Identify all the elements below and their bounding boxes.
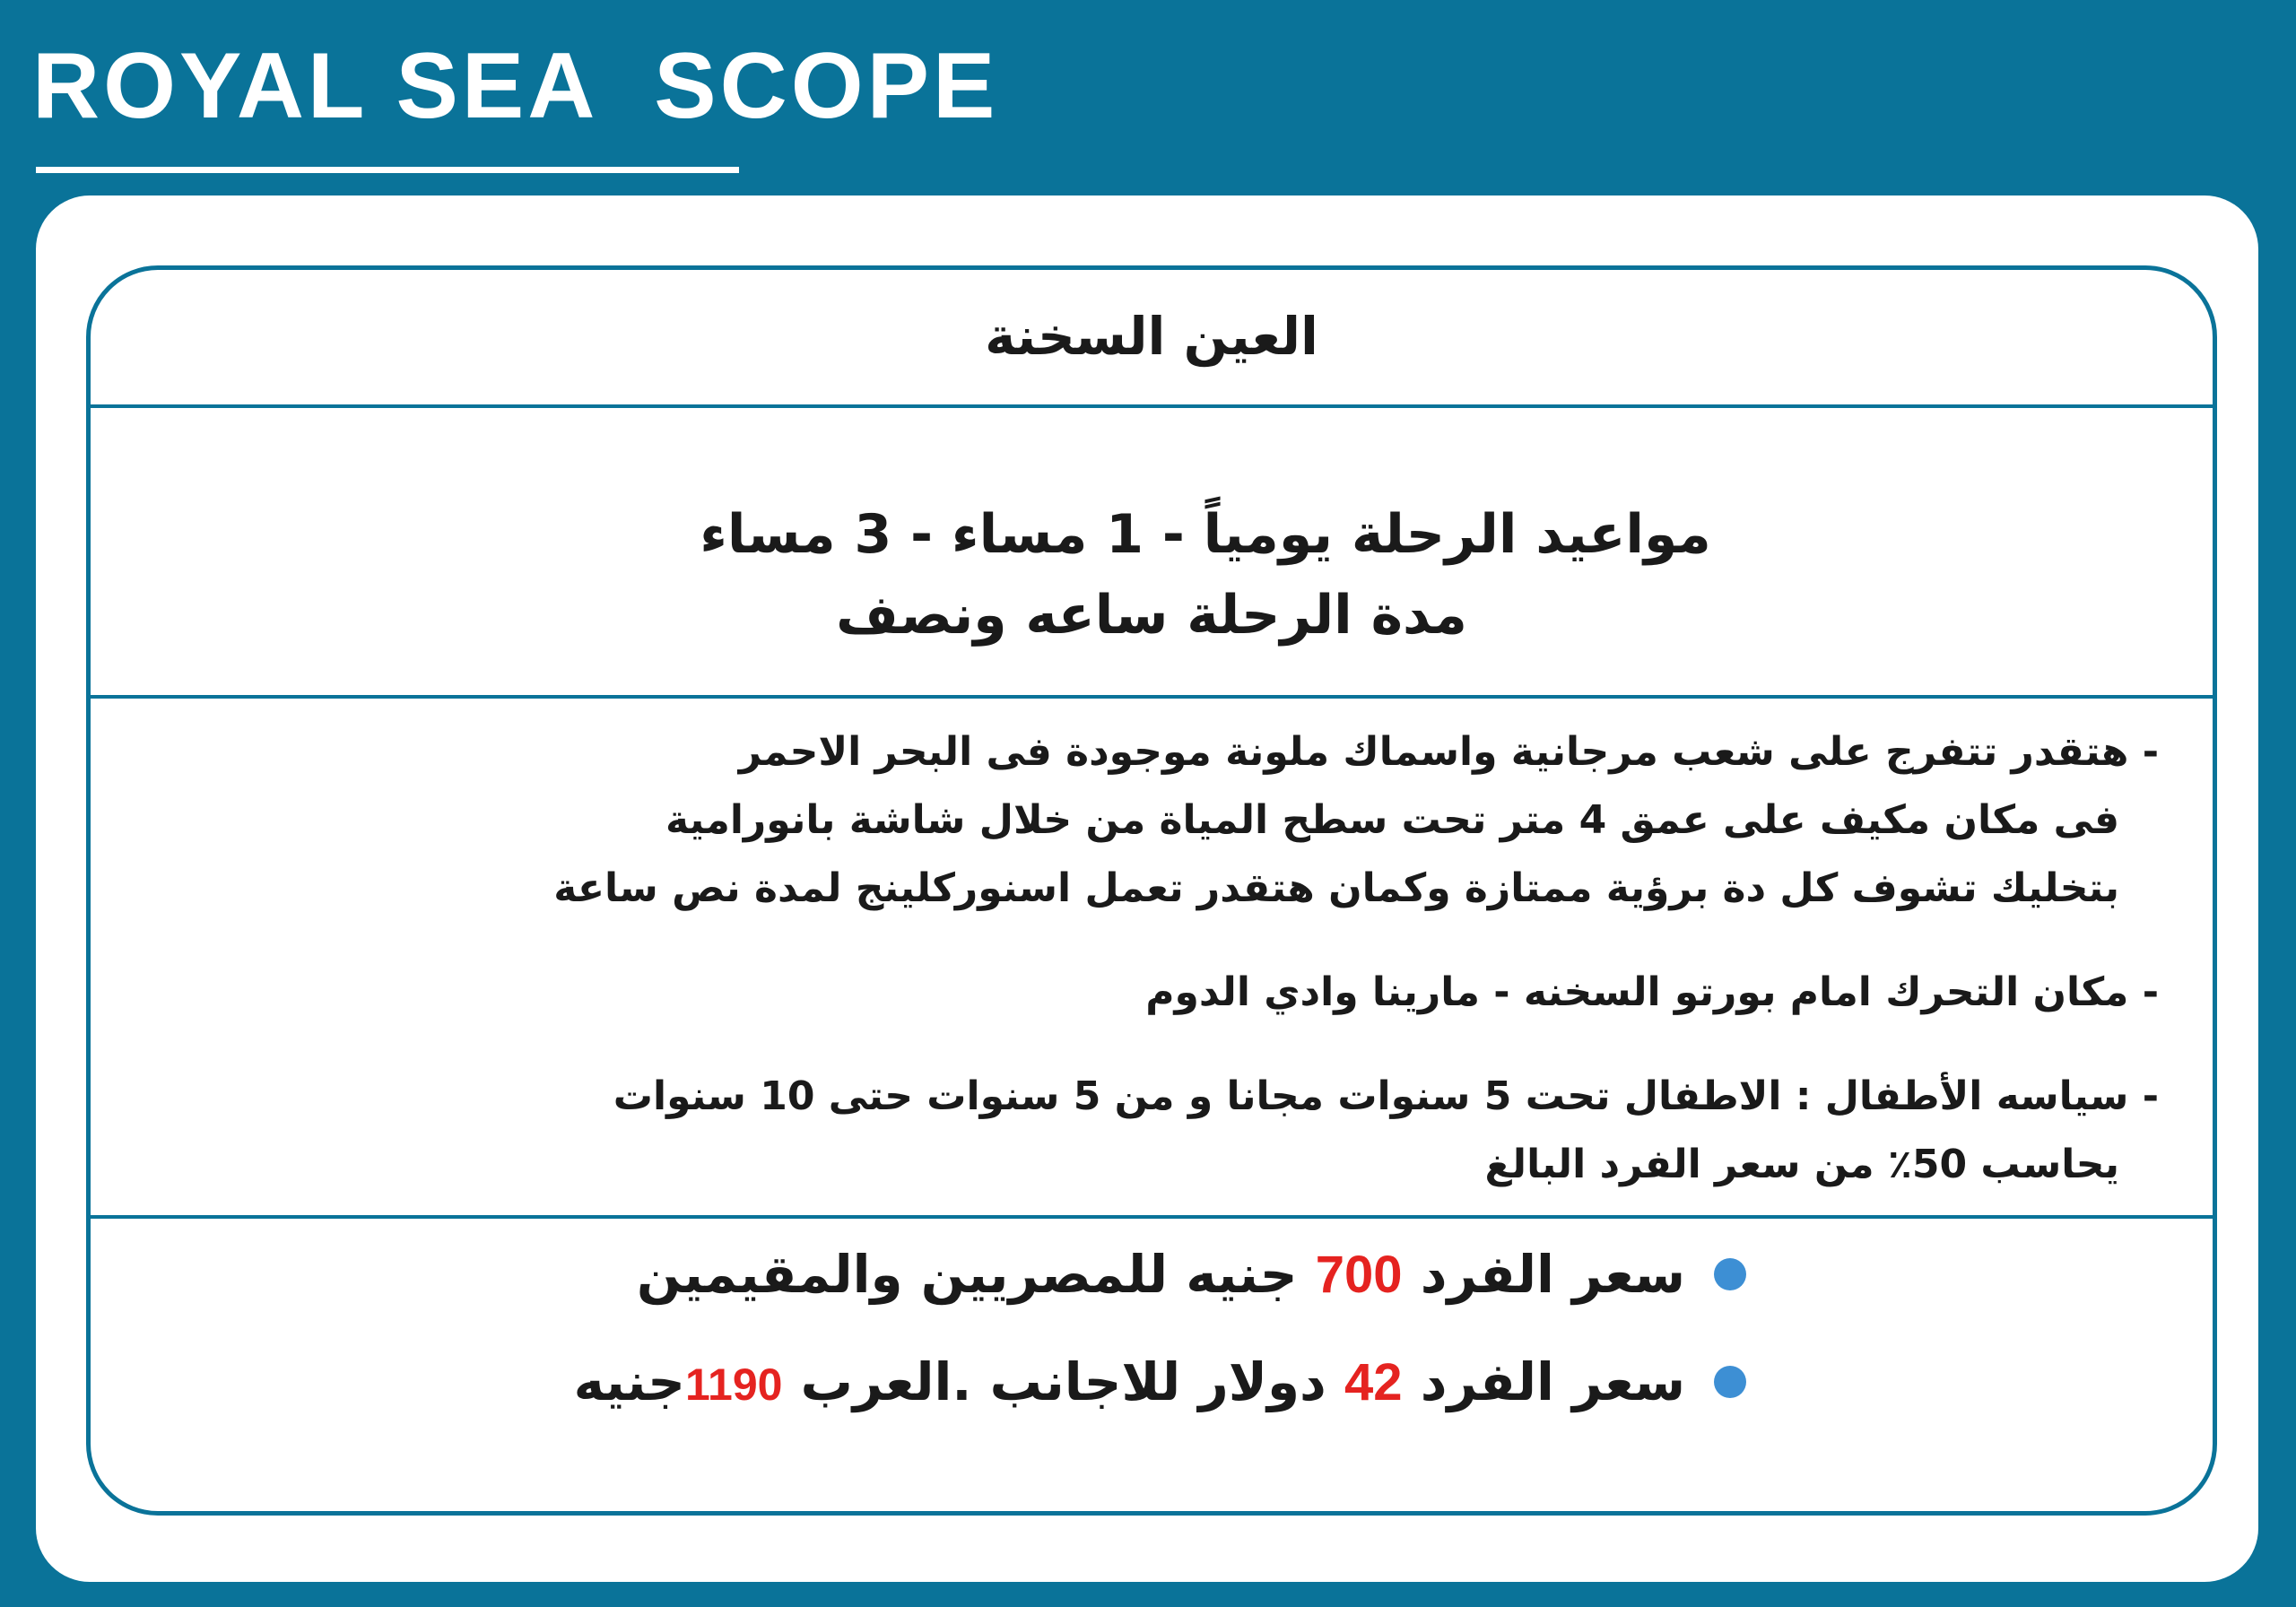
divider xyxy=(91,1215,2213,1219)
price-text xyxy=(574,1351,1685,1412)
detail-line: فى مكان مكيف على عمق 4 متر تحت سطح المياة من خلال شاشة بانورامية xyxy=(665,797,2119,843)
divider xyxy=(91,695,2213,699)
price-amount: 42 xyxy=(1344,1353,1403,1412)
detail-departure xyxy=(257,959,2159,1027)
price-label: سعر الفرد xyxy=(1402,1351,1685,1412)
detail-line: - مكان التحرك امام بورتو السخنه - مارينا وادي الدوم xyxy=(1145,969,2159,1015)
detail-activities xyxy=(257,718,2159,923)
price-row-foreigners xyxy=(401,1328,1746,1436)
schedule-block xyxy=(91,494,2213,656)
bullet-icon xyxy=(1714,1258,1746,1290)
trip-duration: مدة الرحلة ساعه ونصف xyxy=(836,584,1467,647)
price-audience: جنيه للمصريين والمقيمين xyxy=(636,1244,1316,1305)
detail-children-policy xyxy=(257,1063,2159,1199)
bullet-icon xyxy=(1714,1366,1746,1398)
trip-details xyxy=(257,718,2159,1235)
price-amount-arabs: 1190 xyxy=(684,1359,783,1410)
price-text xyxy=(637,1244,1685,1305)
trip-times: مواعيد الرحلة يومياً - 1 مساء - 3 مساء xyxy=(700,503,1711,566)
detail-line: يحاسب 50٪ من سعر الفرد البالغ xyxy=(1484,1142,2119,1187)
brand-title: ROYAL SEA SCOPE xyxy=(32,34,999,138)
price-audience: دولار للاجانب .العرب xyxy=(782,1351,1344,1412)
price-row-egyptians xyxy=(401,1220,1746,1328)
detail-line: بتخليك تشوف كل دة برؤية ممتازة وكمان هتقدر تعمل اسنوركلينج لمدة نص ساعة xyxy=(553,865,2119,911)
brand-underline xyxy=(36,167,739,173)
price-label: سعر الفرد xyxy=(1402,1244,1685,1305)
divider xyxy=(91,404,2213,408)
trip-info-card xyxy=(86,265,2217,1516)
destination-title: العين السخنة xyxy=(985,306,1318,367)
price-currency: جنيه xyxy=(573,1351,685,1412)
detail-line: - هتقدر تتفرج على شعب مرجانية واسماك ملونة موجودة فى البحر الاحمر xyxy=(738,729,2159,775)
price-list xyxy=(401,1220,1746,1436)
detail-line: - سياسه الأطفال : الاطفال تحت 5 سنوات مجانا و من 5 سنوات حتى 10 سنوات xyxy=(613,1073,2159,1119)
price-amount: 700 xyxy=(1315,1246,1403,1304)
